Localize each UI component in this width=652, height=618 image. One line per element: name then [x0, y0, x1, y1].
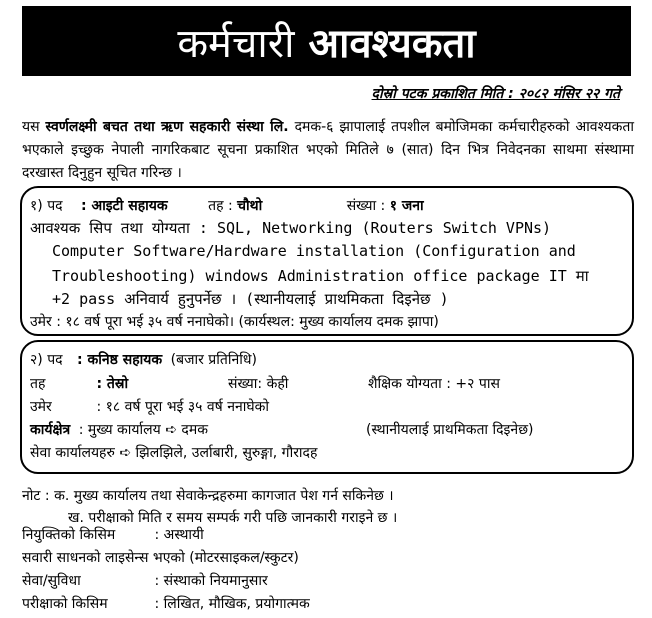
post1-age-line: उमेर : १८ वर्ष पूरा भई ३५ वर्ष ननाघेको। (कार्यस्थल: मुख्य कार्यालय दमक झापा): [30, 314, 439, 330]
post1-header: [30, 196, 424, 215]
intro-prefix: यस: [22, 119, 40, 135]
info-value: : अस्थायी: [154, 527, 204, 543]
post2-work-label: कार्यक्षेत्र: [30, 422, 71, 438]
intro-body: दमक-६ झापालाई तपशील बमोजिमका कर्मचारीहरुको आवश्यकता भएकाले इच्छुक नेपाली नागरिकबाट सूचना प्रकाशित भएको मितिले ७ (सात) दिन भित्र निवेदनका साथमा संस्थामा दरखास्त दिनुहुन सूचित गरिन्छ ।: [22, 119, 634, 181]
post2-num: २) पद: [30, 352, 63, 368]
post1-title: : आइटी सहायक: [81, 198, 168, 214]
post1-level: चौथो: [237, 198, 263, 214]
info-license: [22, 548, 299, 567]
info-label: परीक्षाको किसिम: [22, 596, 108, 612]
info-employment-type: [22, 525, 204, 544]
post2-level-label: तह: [30, 376, 46, 392]
post1-skill-line3: Troubleshooting) windows Administration office package IT मा: [52, 267, 589, 285]
post1-skill-line4: +2 pass अनिवार्य हुनुपर्नेछ । (स्थानीयलाई प्राथमिकता दिइनेछ ): [52, 290, 449, 308]
info-value: : संस्थाको नियमानुसार: [154, 573, 268, 589]
note-line1: नोट : क. मुख्य कार्यालय तथा सेवाकेन्द्रहरुमा कागजात पेश गर्न सकिनेछ ।: [22, 488, 394, 504]
post2-age-row: [30, 397, 269, 416]
publication-date: दोस्रो पटक प्रकाशित मिति : २०८२ मंसिर २२ गते: [371, 86, 620, 102]
post2-level-row: [30, 374, 128, 393]
info-value: : लिखित, मौखिक, प्रयोगात्मक: [154, 596, 310, 612]
intro-paragraph: [22, 116, 634, 185]
post1-level-label: तह :: [208, 198, 233, 214]
note-line2: ख. परीक्षाको मिति र समय सम्पर्क गरी पछि जानकारी गराइने छ ।: [68, 510, 398, 526]
post2-work-note: (स्थानीयलाई प्राथमिकता दिइनेछ): [366, 422, 534, 438]
info-exam-type: [22, 594, 310, 613]
post1-count-label: संख्या :: [346, 198, 386, 214]
info-benefits: [22, 571, 268, 590]
post2-title: : कनिष्ठ सहायक: [77, 352, 163, 368]
info-label: नियुक्तिको किसिम: [22, 527, 116, 543]
info-label: सवारी साधनको लाइसेन्स भएको (मोटरसाइकल/स्कुटर): [22, 550, 299, 566]
title-banner: [22, 6, 631, 76]
post1-num: १) पद: [30, 198, 63, 214]
title-part1: कर्मचारी: [177, 20, 295, 67]
post1-skill-line2: Computer Software/Hardware installation (Configuration and: [52, 242, 576, 260]
org-name: स्वर्णलक्ष्मी बचत तथा ऋण सहकारी संस्था लि.: [45, 119, 289, 135]
post2-service-line: सेवा कार्यालयहरु ➪ झिलझिले, उर्लाबारी, सुरुङ्गा, गौरादह: [30, 445, 318, 461]
post1-skill-line1: आवश्यक सिप तथा योग्यता : SQL, Networking (Routers Switch VPNs): [30, 219, 552, 237]
post2-level: : तेस्रो: [96, 376, 129, 392]
post1-count: १ जना: [389, 198, 424, 214]
post2-work-row: [30, 420, 208, 439]
post2-age: : १८ वर्ष पूरा भई ३५ वर्ष ननाघेको: [96, 399, 270, 415]
post2-count: संख्या: केही: [228, 376, 289, 392]
post2-qualification: शैक्षिक योग्यता : +२ पास: [368, 376, 500, 392]
post2-work: : मुख्य कार्यालय ➪ दमक: [78, 422, 208, 438]
title-part2: आवश्यकता: [308, 20, 476, 67]
post2-title-note: (बजार प्रतिनिधि): [170, 352, 257, 368]
post2-header: [30, 350, 257, 369]
info-label: सेवा/सुविधा: [22, 573, 81, 589]
post2-age-label: उमेर: [30, 399, 52, 415]
